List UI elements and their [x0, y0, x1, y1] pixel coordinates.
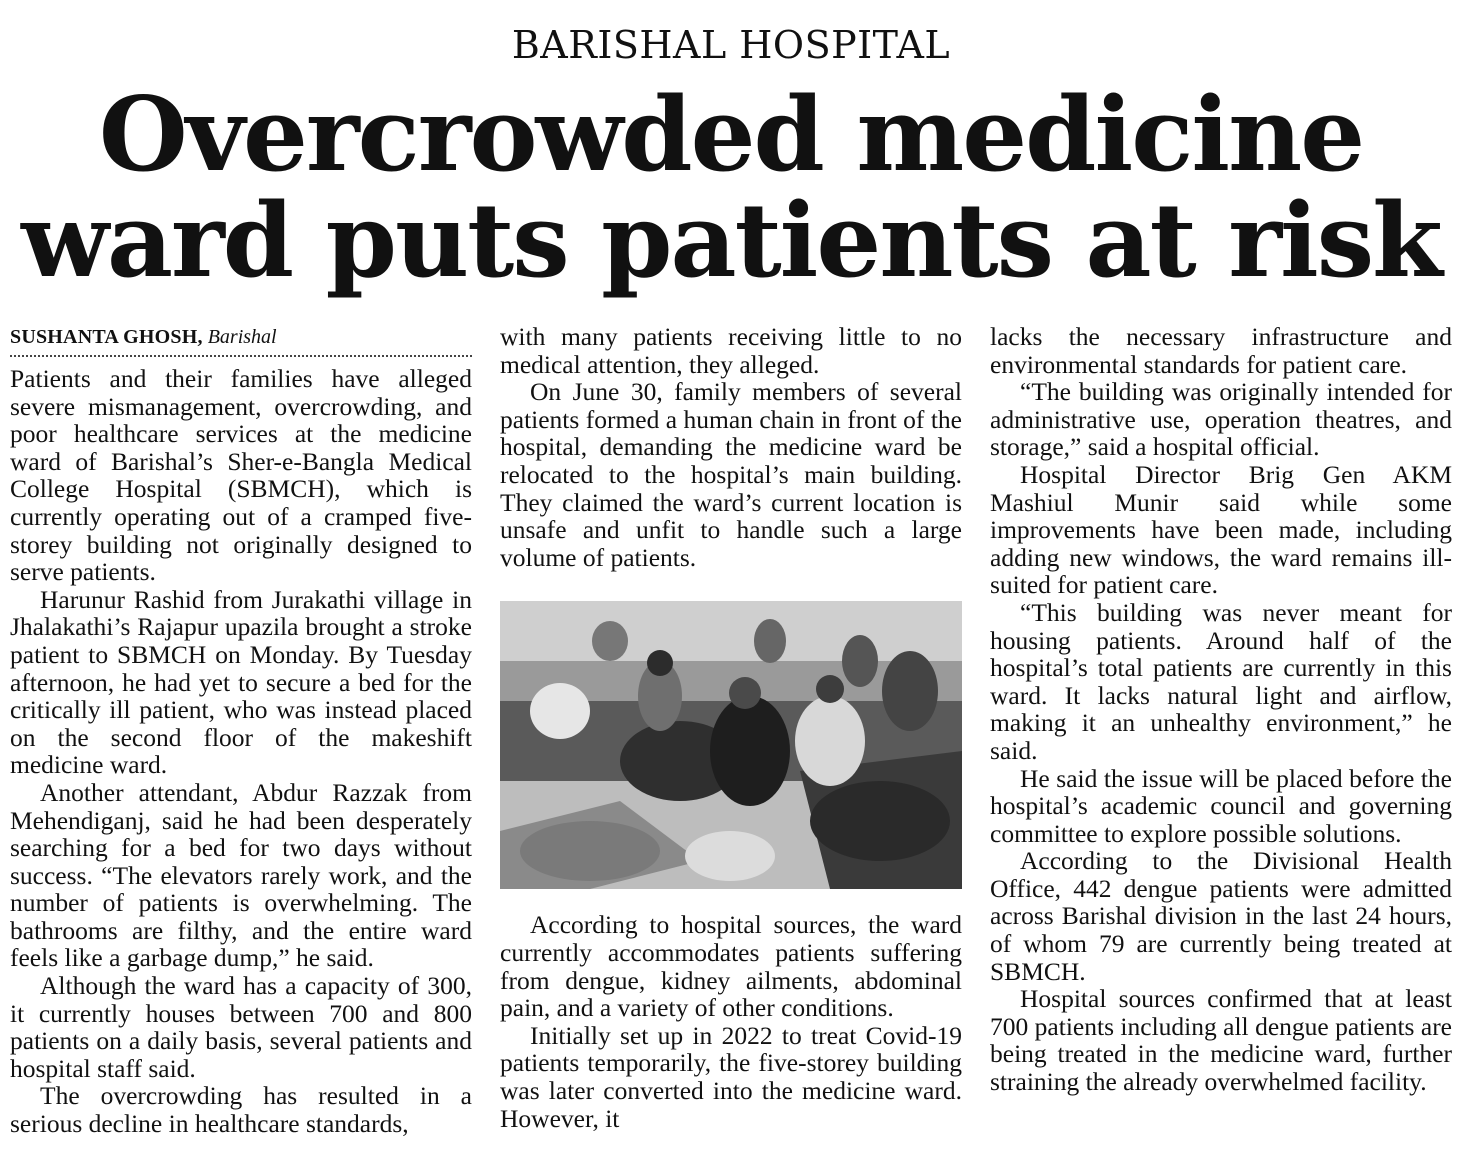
paragraph: with many patients receiving little to no medical attention, they alleged.	[500, 322, 962, 379]
ward-photo-illustration	[500, 601, 962, 889]
paragraph: The overcrowding has resulted in a serious decline in healthcare standards,	[10, 1081, 472, 1139]
paragraph: Hospital Director Brig Gen AKM Mashiul Munir said while some improvements have been made, including adding new windows, the ward remains ill-suited for patient care.	[990, 459, 1452, 600]
headline-line-2: ward puts patients at risk	[21, 181, 1441, 301]
paragraph: “This building was never meant for housing patients. Around half of the hospital’s total patients are currently in this ward. It lacks natural light and airflow, making it an unhealthy environment,” he said.	[990, 597, 1452, 765]
paragraph: Hospital sources confirmed that at least 700 patients including all dengue patients are being treated in the medicine ward, further straining the already overwhelmed facility.	[990, 984, 1452, 1097]
paragraph: Harunur Rashid from Jurakathi village in Jhalakathi’s Rajapur upazila brought a stroke patient to SBMCH on Monday. By Tuesday afternoon, he had yet to secure a bed for the critically ill patient, who was instead placed on the second floor of the makeshift medicine ward.	[10, 584, 472, 780]
paragraph: On June 30, family members of several patients formed a human chain in front of the hospital, demanding the medicine ward be relocated to the hospital’s main building. They claimed the ward’s current location is unsafe and unfit to handle such a large volume of patients.	[500, 377, 962, 572]
byline-place: Barishal	[207, 326, 277, 348]
column-2	[500, 323, 962, 1132]
byline-author: SUSHANTA GHOSH,	[10, 326, 203, 348]
headline-line-1: Overcrowded medicine	[98, 75, 1364, 195]
column-3	[990, 323, 1452, 1096]
headline	[0, 75, 1462, 301]
paragraph: lacks the necessary infrastructure and environmental standards for patient care.	[990, 322, 1452, 379]
byline	[10, 323, 472, 357]
paragraph: “The building was originally intended for administrative use, operation theatres, and storage,” said a hospital official.	[990, 377, 1452, 462]
paragraph: Patients and their families have alleged severe mismanagement, overcrowding, and poor healthcare services at the medicine ward of Barishal’s Sher-e-Bangla Medical College Hospital (SBMCH), which is currently operating out of a cramped five-storey building not originally designed to serve patients.	[10, 364, 472, 587]
kicker: BARISHAL HOSPITAL	[511, 23, 951, 67]
paragraph: Initially set up in 2022 to treat Covid-19 patients temporarily, the five-storey building was later converted into the medicine ward. However, it	[500, 1020, 962, 1133]
paragraph: According to hospital sources, the ward currently accommodates patients suffering from dengue, kidney ailments, abdominal pain, and a variety of other conditions.	[500, 910, 962, 1023]
ward-photo	[500, 601, 962, 889]
paragraph: According to the Divisional Health Office, 442 dengue patients were admitted across Barishal division in the last 24 hours, of whom 79 are currently being treated at SBMCH.	[990, 846, 1452, 986]
paragraph: Although the ward has a capacity of 300, it currently houses between 700 and 800 patients on a daily basis, several patients and hospital staff said.	[10, 971, 472, 1083]
paragraph: He said the issue will be placed before the hospital’s academic council and governing committee to explore possible solutions.	[990, 763, 1452, 848]
column-1	[10, 323, 472, 1138]
paragraph: Another attendant, Abdur Razzak from Mehendiganj, said he had been desperately searching for a bed for two days without success. “The elevators rarely work, and the number of patients is overwhelming. The bathrooms are filthy, and the entire ward feels like a garbage dump,” he said.	[10, 777, 472, 973]
